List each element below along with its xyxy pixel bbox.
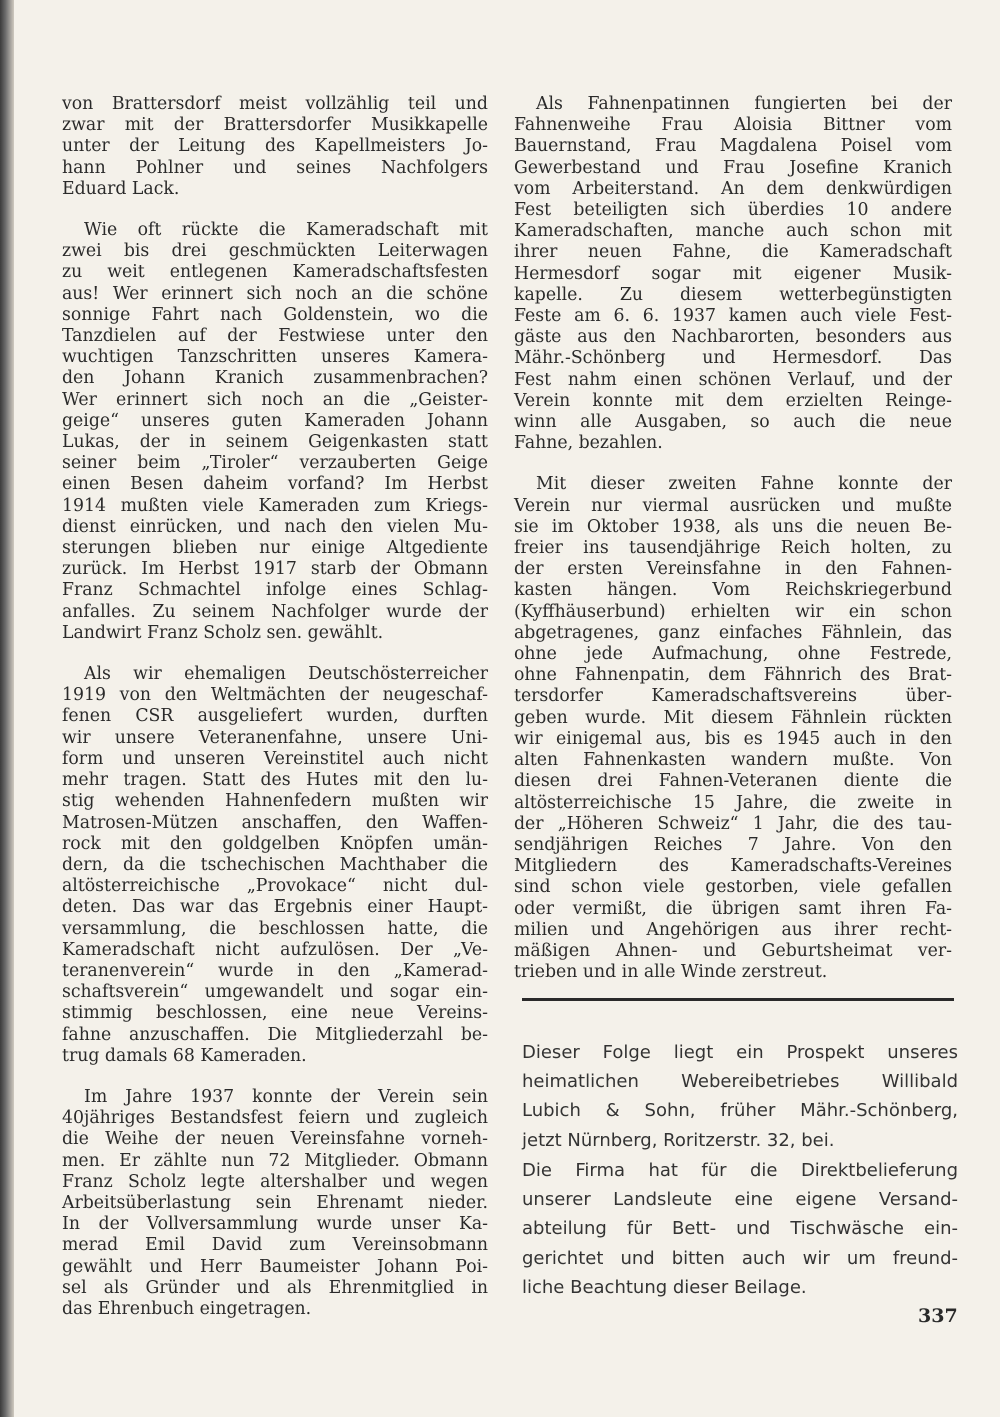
text-line: versammlung, die beschlossen hatte, die [62, 918, 488, 939]
text-line: stig wehenden Hahnenfedern mußten wir [62, 791, 488, 812]
text-line: geben wurde. Mit diesem Fähnlein rückten [514, 707, 952, 728]
text-line: Fest beteiligten sich überdies 10 andere [514, 200, 952, 221]
text-line: unter der Leitung des Kapellmeisters Jo- [62, 136, 488, 157]
text-line: freier ins tausendjährige Reich holten, zu [514, 538, 952, 559]
text-line: mäßigen Ahnen- und Geburtsheimat ver- [514, 940, 952, 961]
text-line: altösterreichische „Provokace“ nicht dul- [62, 876, 488, 897]
left-text-column [62, 94, 488, 1320]
notice-paragraph-2 [522, 1156, 958, 1302]
text-line: Mähr.-Schönberg und Hermesdorf. Das [514, 348, 952, 369]
text-line: (Kyffhäuserbund) erhielten wir ein schon [514, 601, 952, 622]
text-line: Fahne, bezahlen. [514, 433, 663, 454]
text-line: wir einigemal aus, bis es 1945 auch in den [514, 728, 952, 749]
text-line: sel als Gründer und als Ehrenmitglied in [62, 1277, 488, 1298]
text-paragraph [62, 664, 488, 1067]
text-line: Im Jahre 1937 konnte der Verein sein [84, 1086, 488, 1107]
text-line: men. Er zählte nun 72 Mitglieder. Obmann [62, 1150, 488, 1171]
text-line: diesen drei Fahnen-Veteranen diente die [514, 771, 952, 792]
notice-line: unserer Landsleute eine eigene Versand- [522, 1189, 958, 1211]
text-line: mehr tragen. Statt des Hutes mit den lu- [62, 770, 488, 791]
text-line: In der Vollversammlung wurde unser Ka- [62, 1214, 488, 1235]
notice-line: Lubich & Sohn, früher Mähr.-Schönberg, [522, 1100, 958, 1122]
page-number: 337 [918, 1305, 958, 1327]
text-line: milien und Angehörigen aus ihrer recht- [514, 919, 952, 940]
text-line: winn alle Ausgaben, so auch die neue [514, 412, 952, 433]
text-line: ohne Fahnenpatin, dem Fähnrich des Brat- [514, 665, 952, 686]
text-line: sterungen blieben nur einige Altgediente [62, 538, 488, 559]
paragraph-gap [514, 454, 952, 474]
text-line: Tanzdielen auf der Festwiese unter den [62, 326, 488, 347]
text-line: Kameradschaft nicht aufzulösen. Der „Ve- [62, 939, 488, 960]
text-line: Mit dieser zweiten Fahne konnte der [536, 474, 952, 495]
text-line: wuchtigen Tanzschritten unseres Kamera- [62, 347, 488, 368]
text-line: einen Besen daheim vorfand? Im Herbst [62, 474, 488, 495]
text-line: altösterreichische 15 Jahre, die zweite in [514, 792, 952, 813]
text-line: tersdorfer Kameradschaftsvereins über- [514, 686, 952, 707]
text-line: sind schon viele gestorben, viele gefallen [514, 877, 952, 898]
text-line: Arbeitsüberlastung sein Ehrenamt nieder. [62, 1192, 488, 1213]
notice-line: Dieser Folge liegt ein Prospekt unseres [522, 1042, 958, 1063]
text-line: schaftsverein“ umgewandelt und sogar ein- [62, 982, 488, 1003]
text-line: hann Pohlner und seines Nachfolgers [62, 157, 488, 178]
text-line: teranenverein“ wurde in den „Kamerad- [62, 960, 488, 981]
text-line: Lukas, der in seinem Geigenkasten statt [62, 432, 488, 453]
text-paragraph [62, 94, 488, 200]
text-line: die Weihe der neuen Vereinsfahne vorneh- [62, 1129, 488, 1150]
text-line: seiner beim „Tiroler“ verzauberten Geige [62, 453, 488, 474]
text-line: Mitgliedern des Kameradschafts-Vereines [514, 856, 952, 877]
text-line: Landwirt Franz Scholz sen. gewählt. [62, 622, 384, 643]
text-paragraph [514, 94, 952, 454]
text-line: geige“ unseres guten Kameraden Johann [62, 410, 488, 431]
text-line: Bauernstand, Frau Magdalena Poisel vom [514, 136, 952, 157]
notice-line: liche Beachtung dieser Beilage. [522, 1276, 807, 1298]
text-line: Wer erinnert sich noch an die „Geister- [62, 389, 488, 410]
notice-paragraph-1 [522, 1038, 958, 1155]
notice-line: Die Firma hat für die Direktbelieferung [522, 1160, 958, 1181]
text-line: Hermesdorf sogar mit eigener Musik- [514, 263, 952, 284]
text-line: Verein nur viermal ausrücken und mußte [514, 495, 952, 516]
text-line: Verein konnte mit dem erzielten Reinge- [514, 390, 952, 411]
text-line: Als Fahnenpatinnen fungierten bei der [536, 94, 952, 114]
notice-line: heimatlichen Webereibetriebes Willibald [522, 1071, 958, 1093]
text-line: Wie oft rückte die Kameradschaft mit [84, 220, 488, 241]
text-line: zu weit entlegenen Kameradschaftsfesten [62, 262, 488, 283]
text-line: trug damals 68 Kameraden. [62, 1045, 307, 1066]
text-line: Fahnenweihe Frau Aloisia Bittner vom [514, 115, 952, 136]
text-line: der „Höheren Schweiz“ 1 Jahr, die des tau- [514, 813, 952, 834]
text-line: abgetragenes, ganz einfaches Fähnlein, das [514, 622, 952, 643]
text-line: Feste am 6. 6. 1937 kamen auch viele Fest- [514, 306, 952, 327]
text-line: Kameradschaften, manche auch schon mit [514, 221, 952, 242]
text-line: dienst einrücken, und nach den vielen Mu- [62, 516, 488, 537]
text-line: sonnige Fahrt nach Goldenstein, wo die [62, 304, 488, 325]
text-line: kapelle. Zu diesem wetterbegünstigten [514, 284, 952, 305]
text-line: deten. Das war das Ergebnis einer Haupt- [62, 897, 488, 918]
text-line: kasten hängen. Vom Reichskriegerbund [514, 580, 952, 601]
text-line: anfalles. Zu seinem Nachfolger wurde der [62, 601, 488, 622]
text-line: stimmig beschlossen, eine neue Vereins- [62, 1003, 488, 1024]
notice-line: jetzt Nürnberg, Roritzerstr. 32, bei. [522, 1129, 835, 1151]
paragraph-gap [62, 1067, 488, 1087]
text-line: trieben und in alle Winde zerstreut. [514, 962, 828, 983]
text-line: ohne jede Aufmachung, ohne Festrede, [514, 644, 952, 665]
text-line: fahne anzuschaffen. Die Mitgliederzahl be- [62, 1024, 488, 1045]
text-line: zurück. Im Herbst 1917 starb der Obmann [62, 559, 488, 580]
text-line: dern, da die tschechischen Machthaber die [62, 854, 488, 875]
text-line: merad Emil David zum Vereinsobmann [62, 1235, 488, 1256]
text-line: sendjährigen Reiches 7 Jahre. Von den [514, 834, 952, 855]
book-binding-shadow [0, 0, 14, 1417]
text-line: den Johann Kranich zusammenbrachen? [62, 368, 488, 389]
text-line: gewählt und Herr Baumeister Johann Poi- [62, 1256, 488, 1277]
paragraph-gap [62, 644, 488, 664]
text-line: Matrosen-Mützen anschaffen, den Waffen- [62, 812, 488, 833]
text-line: rock mit den goldgelben Knöpfen umän- [62, 833, 488, 854]
text-line: von Brattersdorf meist vollzählig teil und [62, 94, 488, 114]
text-line: sie im Oktober 1938, als uns die neuen Be- [514, 516, 952, 537]
text-line: Gewerbestand und Frau Josefine Kranich [514, 157, 952, 178]
paragraph-gap [62, 200, 488, 220]
text-line: zwei bis drei geschmückten Leiterwagen [62, 241, 488, 262]
text-line: 40jähriges Bestandsfest feiern und zugleich [62, 1108, 488, 1129]
notice-line: gerichtet und bitten auch wir um freund- [522, 1247, 958, 1269]
text-line: vom Arbeiterstand. An dem denkwürdigen [514, 178, 952, 199]
text-line: oder vermißt, die übrigen samt ihren Fa- [514, 898, 952, 919]
text-line: zwar mit der Brattersdorfer Musikkapelle [62, 115, 488, 136]
text-line: Fest nahm einen schönen Verlauf, und der [514, 369, 952, 390]
text-line: das Ehrenbuch eingetragen. [62, 1298, 312, 1319]
notice-line: abteilung für Bett- und Tischwäsche ein- [522, 1218, 958, 1240]
text-line: aus! Wer erinnert sich noch an die schöne [62, 283, 488, 304]
text-line: fenen CSR ausgeliefert wurden, durften [62, 706, 488, 727]
text-line: Franz Scholz legte altershalber und wegen [62, 1171, 488, 1192]
text-line: Als wir ehemaligen Deutschösterreicher [84, 664, 488, 685]
text-paragraph [62, 1087, 488, 1320]
text-paragraph [62, 220, 488, 644]
right-text-column [514, 94, 952, 983]
notice-divider-rule [522, 998, 954, 1001]
text-line: 1919 von den Weltmächten der neugeschaf- [62, 685, 488, 706]
text-line: form und unseren Vereinstitel auch nicht [62, 748, 488, 769]
text-line: Franz Schmachtel infolge eines Schlag- [62, 580, 488, 601]
text-line: Eduard Lack. [62, 178, 180, 199]
text-line: gäste aus den Nachbarorten, besonders aus [514, 327, 952, 348]
text-line: alten Fahnenkasten wandern mußte. Von [514, 750, 952, 771]
text-paragraph [514, 474, 952, 983]
text-line: wir unsere Veteranenfahne, unsere Uni- [62, 727, 488, 748]
text-line: der ersten Vereinsfahne in den Fahnen- [514, 559, 952, 580]
text-line: 1914 mußten viele Kameraden zum Kriegs- [62, 495, 488, 516]
text-line: ihrer neuen Fahne, die Kameradschaft [514, 242, 952, 263]
